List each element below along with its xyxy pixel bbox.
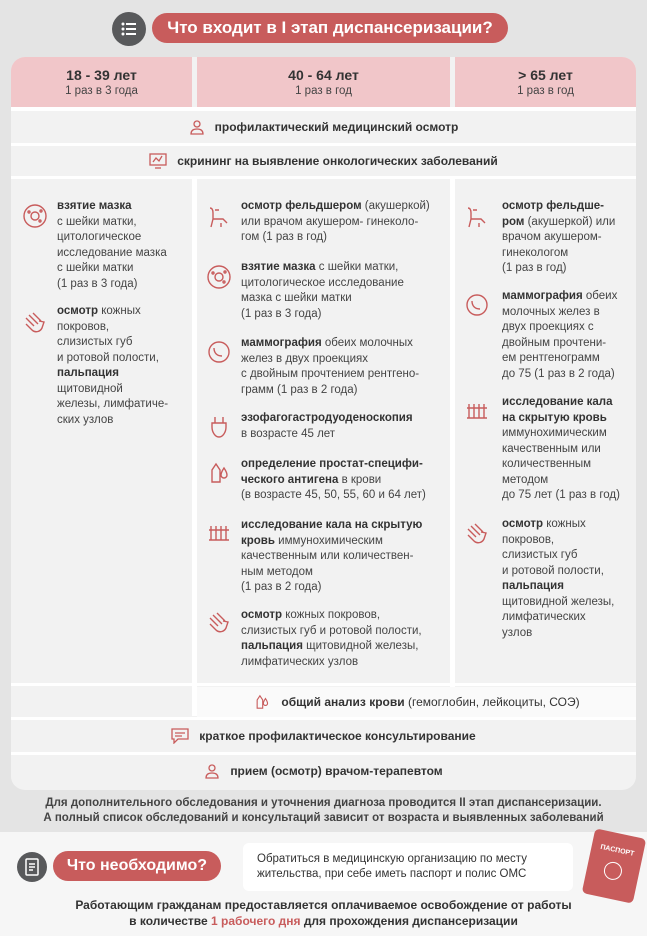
test-tubes-icon bbox=[464, 398, 490, 424]
frequency: 1 раз в год bbox=[295, 85, 352, 97]
band-label: прием (осмотр) врачом-терапевтом bbox=[230, 764, 443, 778]
col2-exam: осмотр кожных покровов, слизистых губ и ротовой полости, пальпация щитовидной железы, лимфатических узлов bbox=[241, 609, 422, 668]
row-prophylactic-exam bbox=[11, 112, 636, 142]
col3-gyn-exam: осмотр фельдше- ром (акушеркой) или врачом акушером- гинекологом (1 раз в год) bbox=[502, 200, 616, 274]
cell-icon bbox=[22, 203, 48, 229]
col3-stool-test: исследование кала на скрытую кровь иммунохимическим качественным или количественным методом до 75 лет (1 раз в год) bbox=[502, 396, 620, 501]
divider bbox=[11, 752, 636, 755]
divider bbox=[11, 683, 636, 686]
age-range: 18 - 39 лет bbox=[66, 67, 137, 83]
column-header-40-64 bbox=[197, 57, 450, 107]
col3-mammography: маммография обеих молочных желез в двух проекциях с двойным прочтени- ем рентгенограмм до 75 (1 раз в 2 года) bbox=[502, 290, 618, 380]
work-note-line: в количестве 1 рабочего дня для прохождения диспансеризации bbox=[129, 914, 518, 928]
chat-icon bbox=[171, 728, 189, 744]
col2-mammography: маммография обеих молочных желез в двух проекциях с двойным прочтением рентгено- грамм (1 раз в 2 года) bbox=[241, 337, 420, 396]
band-label: общий анализ крови bbox=[281, 695, 405, 709]
page-title: Что входит в I этап диспансеризации? bbox=[152, 13, 508, 43]
col2-smear: взятие мазка с шейки матки, цитологическое исследование мазка с шейки матки (1 раз в 3 года) bbox=[241, 261, 404, 320]
column-header-18-39 bbox=[11, 57, 192, 107]
workday-highlight: 1 рабочего дня bbox=[211, 914, 301, 928]
blood-test-icon bbox=[253, 693, 271, 711]
row-blood-test bbox=[197, 687, 636, 717]
exam-chair-icon bbox=[206, 204, 232, 230]
row-consultation bbox=[11, 721, 636, 751]
band-label: скрининг на выявление онкологических заболеваний bbox=[177, 154, 498, 168]
column-header-65-plus bbox=[455, 57, 636, 107]
hand-palpation-icon bbox=[206, 610, 232, 636]
hand-palpation-icon bbox=[22, 310, 48, 336]
hand-palpation-icon bbox=[464, 521, 490, 547]
requirements-title: Что необходимо? bbox=[53, 851, 221, 881]
note-line: А полный список обследований и консультаций зависит от возраста и выявленных заболеваний bbox=[43, 812, 604, 824]
col3-exam: осмотр кожных покровов, слизистых губ и ротовой полости, пальпация щитовидной железы, лимфатических узлов bbox=[502, 518, 615, 639]
doctor-icon bbox=[204, 763, 220, 779]
divider bbox=[11, 107, 636, 111]
passport-label: ПАСПОРТ bbox=[599, 843, 635, 858]
list-icon bbox=[112, 12, 146, 46]
note-line: Для дополнительного обследования и уточнения диагноза проводится II этап диспансеризации. bbox=[45, 797, 602, 809]
breast-icon bbox=[464, 292, 490, 318]
blood-test-icon bbox=[206, 460, 232, 486]
monitor-chart-icon bbox=[149, 153, 167, 169]
col1-smear: взятие мазка с шейки матки, цитологическое исследование мазка с шейки матки (1 раз в 3 года) bbox=[57, 200, 167, 290]
cell-icon bbox=[206, 264, 232, 290]
document-icon bbox=[17, 852, 47, 882]
stages-table bbox=[11, 57, 636, 790]
doctor-icon bbox=[189, 119, 205, 135]
divider bbox=[11, 717, 636, 720]
age-range: 40 - 64 лет bbox=[288, 67, 359, 83]
band-label: профилактический медицинский осмотр bbox=[214, 120, 459, 134]
work-note-line: Работающим гражданам предоставляется оплачиваемое освобождение от работы bbox=[75, 898, 572, 912]
col2-gyn-exam: осмотр фельдшером (акушеркой) или врачом акушером- гинеколо- гом (1 раз в год) bbox=[241, 200, 430, 243]
col1-exam: осмотр кожных покровов, слизистых губ и ротовой полости, пальпация щитовидной железы, лимфатиче- ских узлов bbox=[57, 305, 169, 426]
requirement-line: Обратиться в медицинскую организацию по месту bbox=[257, 853, 527, 865]
frequency: 1 раз в год bbox=[517, 85, 574, 97]
requirement-line: жительства, при себе иметь паспорт и полис ОМС bbox=[257, 868, 527, 880]
band-label-detail: (гемоглобин, лейкоциты, СОЭ) bbox=[404, 695, 580, 709]
col2-egds: эзофагогастродуоденоскопия в возрасте 45 лет bbox=[241, 412, 413, 440]
test-tubes-icon bbox=[206, 520, 232, 546]
col2-stool-test: исследование кала на скрытую кровь иммунохимическим качественным или количествен- ным методом (1 раз в 2 года) bbox=[241, 519, 423, 593]
band-label: краткое профилактическое консультирование bbox=[199, 729, 476, 743]
stage-two-note bbox=[0, 796, 647, 826]
col2-psa: определение простат-специфи- ческого антигена в крови (в возрасте 45, 50, 55, 60 и 64 лет) bbox=[241, 458, 426, 501]
frequency: 1 раз в 3 года bbox=[65, 85, 138, 97]
work-leave-note bbox=[0, 897, 647, 929]
age-range: > 65 лет bbox=[518, 67, 573, 83]
breast-icon bbox=[206, 339, 232, 365]
exam-chair-icon bbox=[464, 204, 490, 230]
requirements-box bbox=[243, 843, 573, 891]
row-therapist bbox=[11, 756, 636, 786]
endoscope-icon bbox=[206, 414, 232, 440]
row-oncology-screening bbox=[11, 146, 636, 176]
